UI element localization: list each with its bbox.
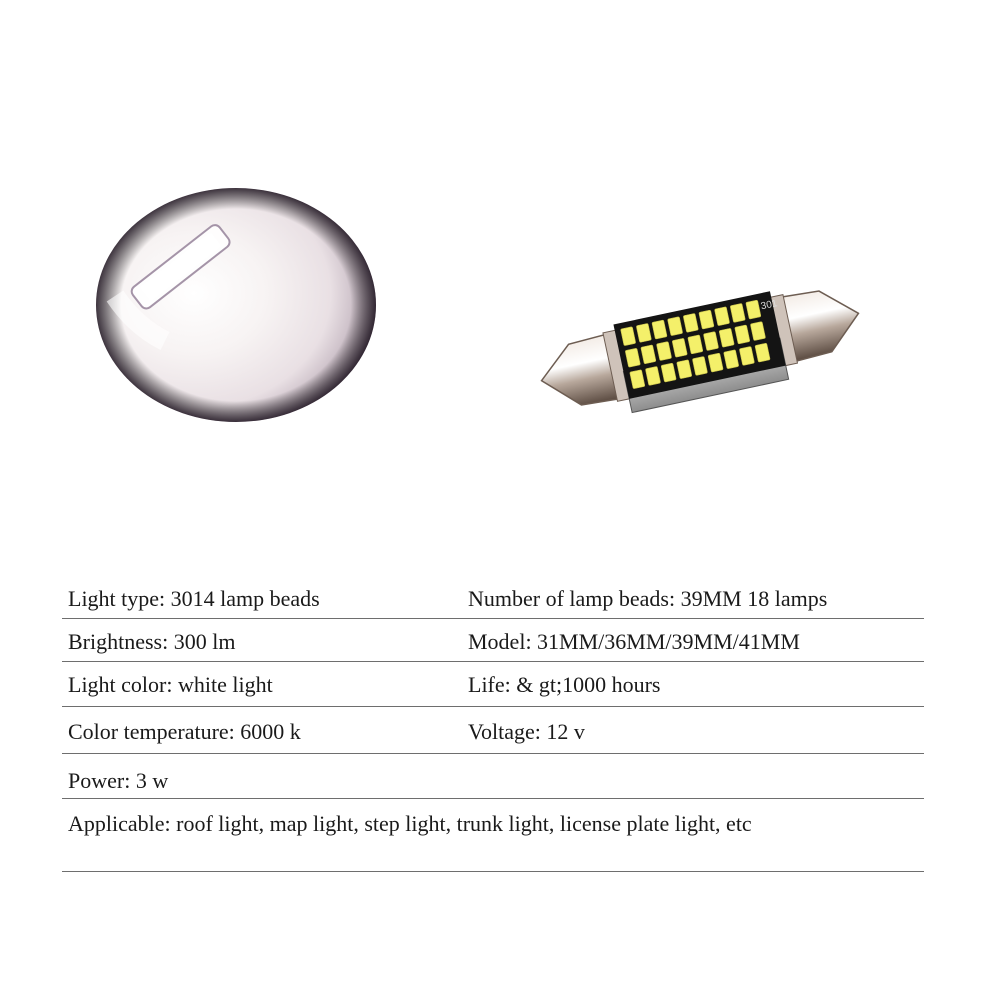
color-temperature-spec: Color temperature: 6000 k <box>68 719 301 744</box>
light-type-spec: Light type: 3014 lamp beads <box>68 586 320 611</box>
brightness-spec: Brightness: 300 lm <box>68 629 236 654</box>
spec-table <box>62 580 924 872</box>
spec-row <box>62 619 924 662</box>
light-color-spec: Light color: white light <box>68 672 273 697</box>
spec-row <box>62 662 924 707</box>
voltage-spec: Voltage: 12 v <box>468 719 585 744</box>
lamp-beads-spec: Number of lamp beads: 39MM 18 lamps <box>468 586 828 611</box>
life-spec: Life: & gt;1000 hours <box>468 672 661 697</box>
applicable-spec: Applicable: roof light, map light, step light, trunk light, license plate light, etc <box>68 811 752 836</box>
led-festoon-bulb-photo <box>520 255 880 440</box>
spec-row <box>62 707 924 754</box>
spec-row <box>62 799 924 872</box>
bulb-glow-photo <box>95 186 377 424</box>
spec-row <box>62 754 924 799</box>
spec-row <box>62 580 924 619</box>
model-spec: Model: 31MM/36MM/39MM/41MM <box>468 629 800 654</box>
power-spec: Power: 3 w <box>68 768 169 793</box>
chip-label: 301 <box>759 298 779 313</box>
